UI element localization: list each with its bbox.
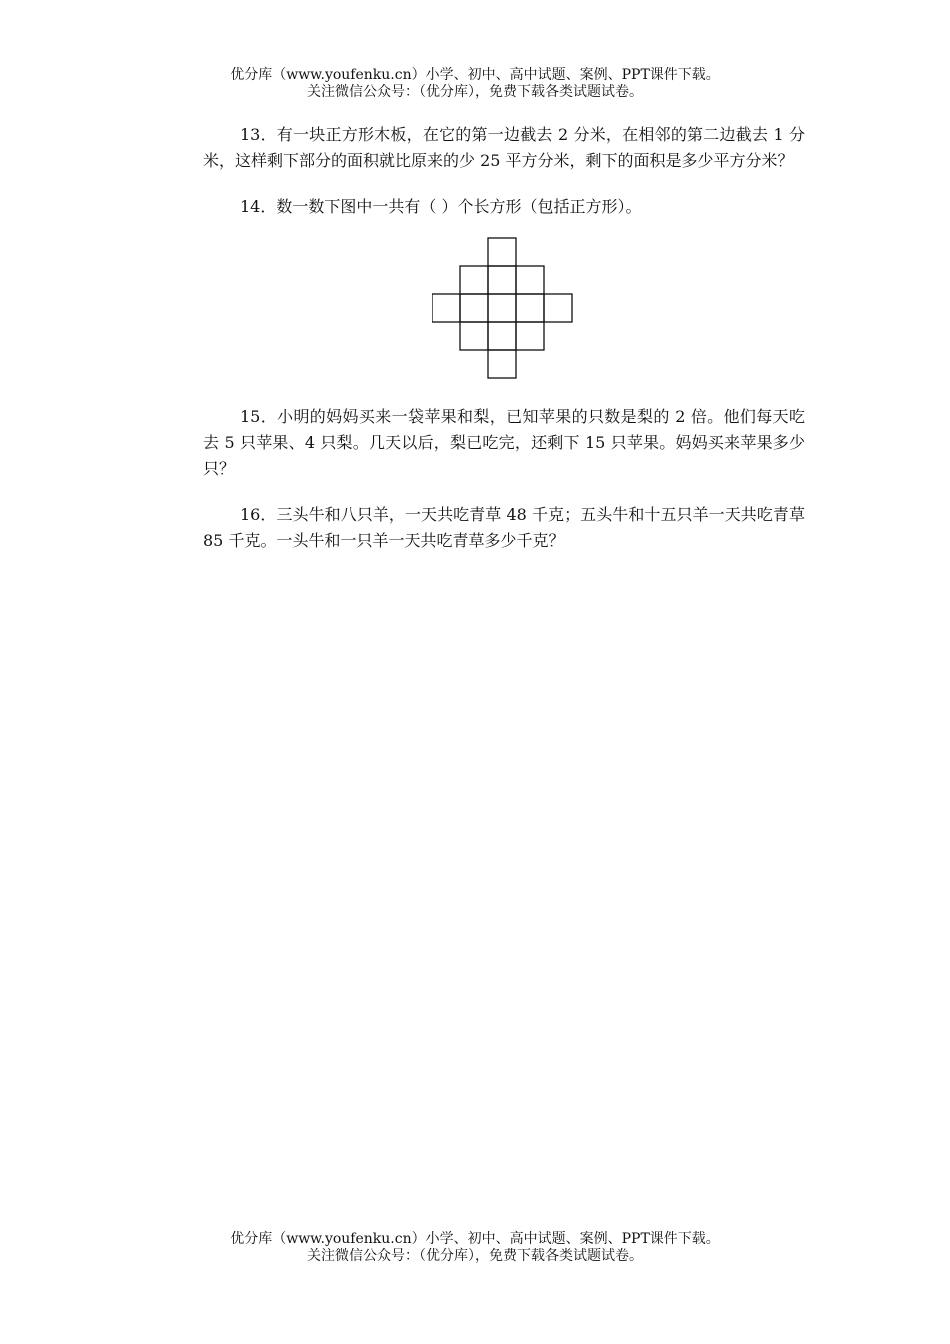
page-footer xyxy=(0,1231,950,1265)
grid-cell xyxy=(488,350,516,378)
grid-cell xyxy=(460,266,488,294)
grid-cell xyxy=(488,266,516,294)
header-line-2: 关注微信公众号：（优分库），免费下载各类试题试卷。 xyxy=(307,84,643,100)
grid-cell xyxy=(488,322,516,350)
header-line-1: 优分库（www.youfenku.cn）小学、初中、高中试题、案例、PPT课件下载。 xyxy=(230,67,720,83)
grid-diagram xyxy=(432,236,576,382)
question-13: 13．有一块正方形木板，在它的第一边截去 2 分米，在相邻的第二边截去 1 分米，这样剩下部分的面积就比原来的少 25 平方分米，剩下的面积是多少平方分米？ xyxy=(203,125,805,170)
footer-line-2: 关注微信公众号：（优分库），免费下载各类试题试卷。 xyxy=(307,1248,643,1264)
page-header xyxy=(0,67,950,101)
footer-line-1: 优分库（www.youfenku.cn）小学、初中、高中试题、案例、PPT课件下载。 xyxy=(230,1231,720,1247)
rectangle-figure xyxy=(203,236,805,382)
grid-cell xyxy=(432,294,460,322)
question-15: 15．小明的妈妈买来一袋苹果和梨，已知苹果的只数是梨的 2 倍。他们每天吃去 5 只苹果、4 只梨。几天以后，梨已吃完，还剩下 15 只苹果。妈妈买来苹果多少只？ xyxy=(203,407,805,478)
grid-cell xyxy=(488,238,516,266)
grid-cell xyxy=(488,294,516,322)
question-16: 16．三头牛和八只羊，一天共吃青草 48 千克；五头牛和十五只羊一天共吃青草 85 千克。一头牛和一只羊一天共吃青草多少千克？ xyxy=(203,505,805,550)
grid-cell xyxy=(544,294,572,322)
grid-cell xyxy=(460,294,488,322)
grid-cell xyxy=(516,266,544,294)
grid-cell xyxy=(460,322,488,350)
question-14: 14．数一数下图中一共有（ ）个长方形（包括正方形）。 xyxy=(240,197,642,216)
grid-cell xyxy=(516,322,544,350)
grid-cell xyxy=(516,294,544,322)
question-list xyxy=(203,122,805,574)
